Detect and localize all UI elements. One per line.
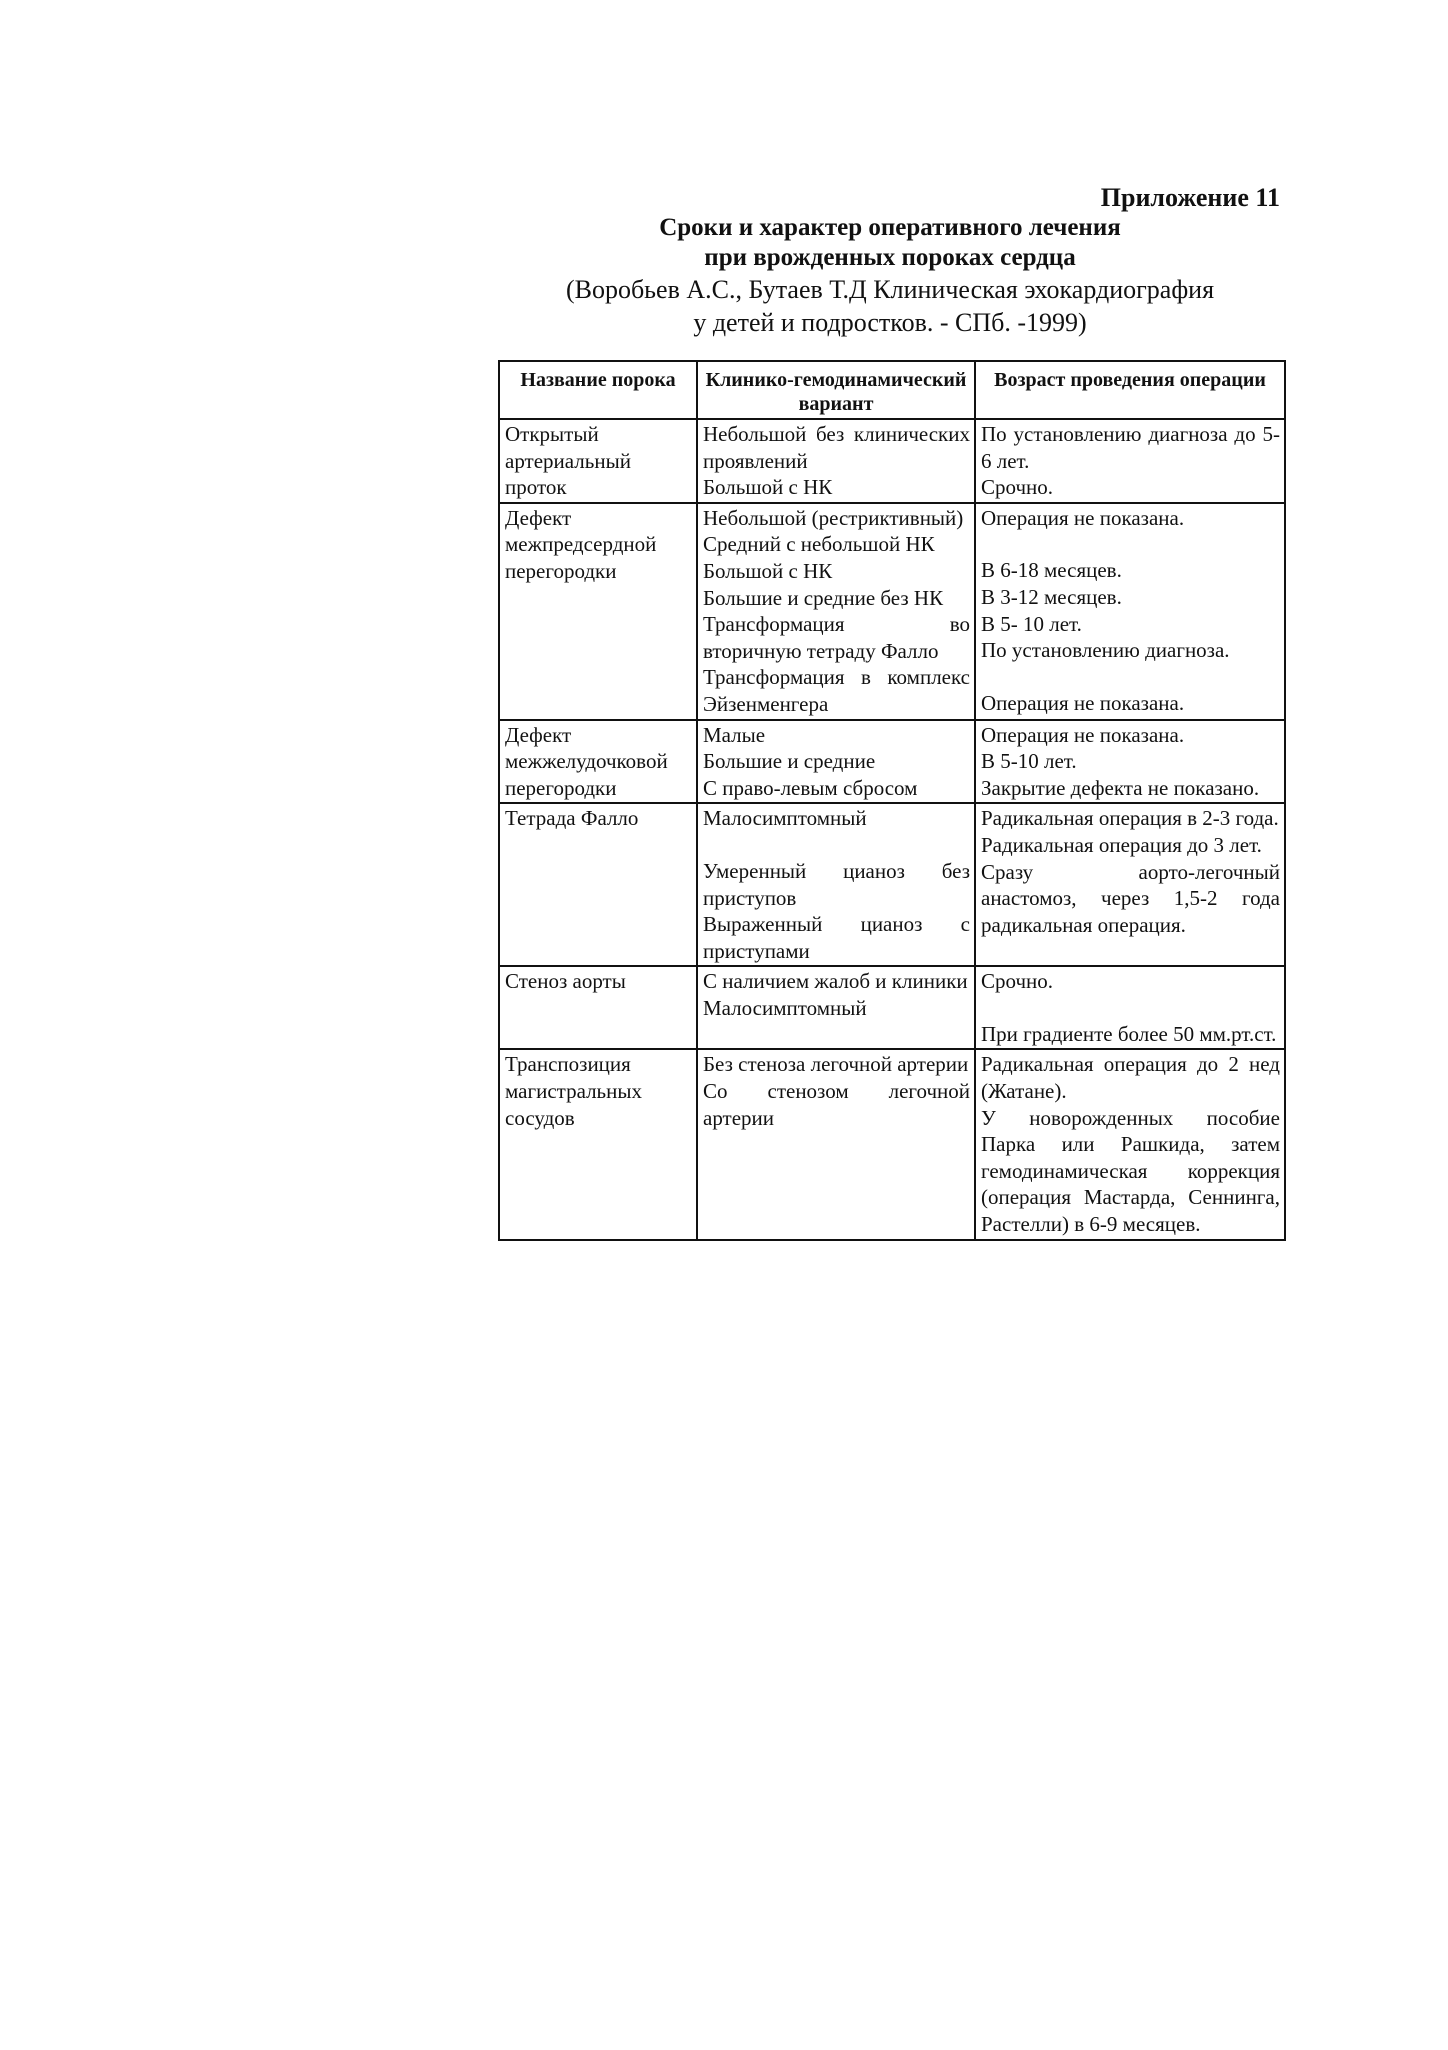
age-text: Операция не показана. bbox=[981, 690, 1185, 715]
age-cell bbox=[975, 803, 1285, 966]
variant-text: С наличием жалоб и клиники bbox=[703, 969, 968, 994]
age-text: Операция не показана. bbox=[981, 505, 1185, 530]
variant-text: Большие и средние bbox=[703, 749, 876, 774]
age-text: Срочно. bbox=[981, 969, 1054, 994]
source-line-1: (Воробьев А.С., Бутаев Т.Д Клиническая эхокардиография bbox=[565, 275, 1215, 304]
header-variant: Клинико-гемодинамический вариант bbox=[697, 361, 975, 419]
variant-cell bbox=[697, 419, 975, 503]
variant-text: Со стенозом легочной артерии bbox=[703, 1079, 970, 1130]
variant-text: Выраженный цианоз с приступами bbox=[703, 912, 970, 963]
table-row bbox=[499, 966, 1285, 1049]
variant-text: Небольшой (рестриктивный) bbox=[703, 505, 964, 530]
age-text: Закрытие дефекта не показано. bbox=[981, 775, 1260, 800]
defect-name: Транспозиция магистральных сосудов bbox=[499, 1049, 697, 1239]
age-text: Радикальная операция до 2 нед (Жатане). bbox=[981, 1052, 1280, 1104]
table-row bbox=[499, 803, 1285, 966]
age-text: В 5-10 лет. bbox=[981, 749, 1077, 774]
age-cell bbox=[975, 966, 1285, 1049]
header-defect-name: Название порока bbox=[499, 361, 697, 419]
appendix-label: Приложение 11 bbox=[1100, 183, 1280, 212]
age-text: По установлению диагноза. bbox=[981, 638, 1230, 663]
table-header-row bbox=[499, 361, 1285, 419]
age-text: Срочно. bbox=[981, 475, 1054, 500]
table-row bbox=[499, 720, 1285, 804]
age-cell bbox=[975, 720, 1285, 804]
age-text: Радикальная операция в 2-3 года. bbox=[981, 806, 1279, 831]
variant-text: Средний с небольшой НК bbox=[703, 532, 935, 557]
defect-name: Открытый артериальный проток bbox=[499, 419, 697, 503]
age-text: Радикальная операция до 3 лет. bbox=[981, 832, 1262, 857]
age-text: В 3-12 месяцев. bbox=[981, 584, 1122, 609]
variant-text: Трансформация в комплекс Эйзенменгера bbox=[703, 665, 970, 716]
age-text: По установлению диагноза до 5-6 лет. bbox=[981, 422, 1280, 473]
variant-text: С право-левым сбросом bbox=[703, 775, 918, 800]
variant-text: Без стеноза легочной артерии bbox=[703, 1052, 969, 1077]
title-line-1: Сроки и характер оперативного лечения bbox=[659, 214, 1121, 241]
surgery-table bbox=[498, 360, 1286, 1241]
variant-text: Большой с НК bbox=[703, 475, 833, 500]
variant-text: Небольшой без клинических проявлений bbox=[703, 422, 970, 473]
variant-cell bbox=[697, 803, 975, 966]
variant-cell bbox=[697, 503, 975, 720]
defect-name: Стеноз аорты bbox=[499, 966, 697, 1049]
age-text: Операция не показана. bbox=[981, 722, 1185, 747]
defect-name: Тетрада Фалло bbox=[499, 803, 697, 966]
variant-cell bbox=[697, 720, 975, 804]
age-cell bbox=[975, 419, 1285, 503]
table-row bbox=[499, 1049, 1285, 1239]
variant-cell bbox=[697, 966, 975, 1049]
defect-name: Дефект межжелудочковой перегородки bbox=[499, 720, 697, 804]
variant-text: Малые bbox=[703, 722, 766, 747]
title-block bbox=[500, 213, 1280, 339]
variant-text: Большие и средние без НК bbox=[703, 585, 944, 610]
table-row bbox=[499, 503, 1285, 720]
variant-text: Малосимптомный bbox=[703, 806, 867, 831]
variant-text: Трансформация во вторичную тетраду Фалло bbox=[703, 612, 970, 663]
source-line-2: у детей и подростков. - СПб. -1999) bbox=[693, 308, 1087, 337]
age-text: У новорожденных пособие Парка или Рашкида, затем гемодинамическая коррекция (операция Мастарда, Сеннинга, Растелли) в 6-9 месяцев. bbox=[981, 1105, 1280, 1237]
age-cell bbox=[975, 1049, 1285, 1239]
variant-text: Умеренный цианоз без приступов bbox=[703, 858, 970, 910]
header-age: Возраст проведения операции bbox=[975, 361, 1285, 419]
defect-name: Дефект межпредсердной перегородки bbox=[499, 503, 697, 720]
variant-text: Малосимптомный bbox=[703, 995, 867, 1020]
title-line-2: при врожденных пороках сердца bbox=[704, 244, 1076, 271]
age-text: В 5- 10 лет. bbox=[981, 611, 1082, 636]
age-text: При градиенте более 50 мм.рт.ст. bbox=[981, 1021, 1277, 1046]
variant-text: Большой с НК bbox=[703, 558, 833, 583]
variant-cell bbox=[697, 1049, 975, 1239]
age-text: Сразу аорто-легочный анастомоз, через 1,5-2 года радикальная операция. bbox=[981, 859, 1280, 937]
age-text: В 6-18 месяцев. bbox=[981, 558, 1122, 583]
table-row bbox=[499, 419, 1285, 503]
age-cell bbox=[975, 503, 1285, 720]
